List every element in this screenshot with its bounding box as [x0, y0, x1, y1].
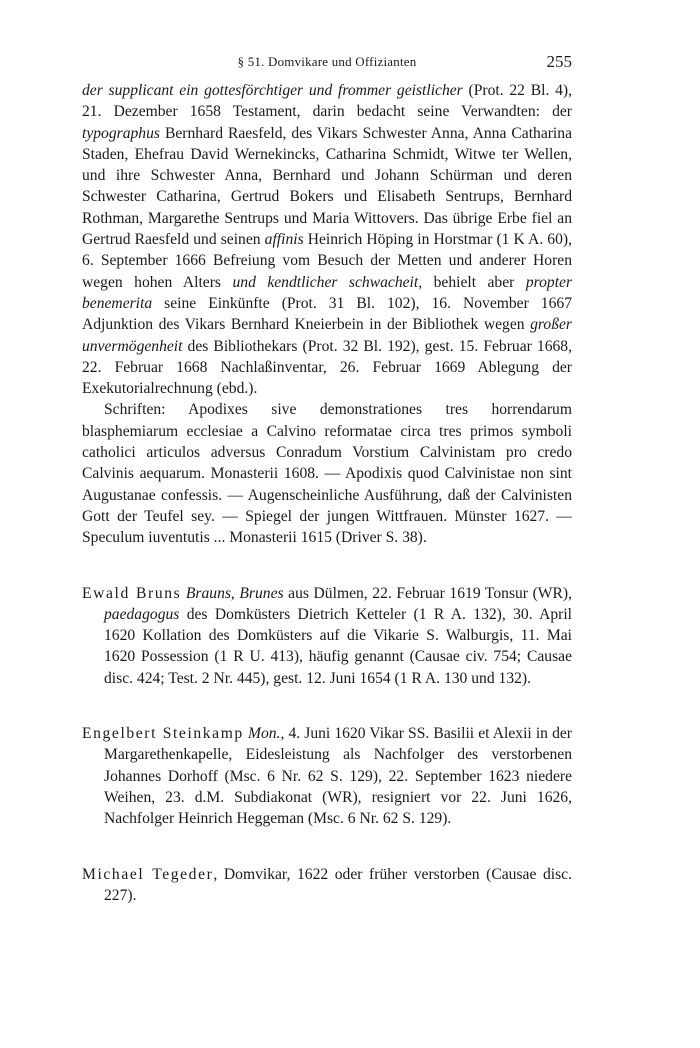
entry-michael-tegeder — [82, 864, 572, 907]
quoted-phrase: typographus — [82, 124, 160, 142]
text-run: , 4. Juni 1620 Vikar SS. Basilii et Alexii in der Margarethenkapelle, Eidesleistung als Nachfolger des verstorbenen Johannes Dorhoff (Msc. 6 Nr. 62 S. 129), 22. September 1623 niedere Weihen, 23. d.M. Subdiakonat (WR), resigniert vor 22. Juni 1626, Nachfolger Heinrich Heggeman (Msc. 6 Nr. 62 S. 129). — [104, 725, 572, 828]
text-run: seine Einkünfte (Prot. 31 Bl. 102), 16. November 1667 Adjunktion des Vikars Bernhard Kneierbein in der Bibliothek wegen — [82, 294, 572, 334]
entry-name: Engelbert Steinkamp — [82, 725, 244, 743]
quoted-phrase: affinis — [264, 231, 304, 249]
entry-engelbert-steinkamp — [82, 723, 572, 829]
text-run: des Bibliothekars (Prot. 32 Bl. 192), gest. 15. Februar 1668, 22. Februar 1668 Nachlaßinventar, 26. Februar 1669 Ablegung der Exekutorialrechnung (ebd.). — [82, 337, 572, 398]
text-run: aus Dülmen, 22. Februar 1619 Tonsur (WR), — [283, 584, 572, 602]
text-run: des Domküsters Dietrich Ketteler (1 R A. 132), 30. April 1620 Kollation des Domküsters auf die Vikarie S. Walburgis, 11. Mai 1620 Possession (1 R U. 413), häufig genannt (Causae civ. 754; Causae disc. 424; Test. 2 Nr. 445), gest. 12. Juni 1654 (1 R A. 130 und 132). — [104, 605, 572, 687]
writings-paragraph: Schriften: Apodixes sive demonstrationes tres horrendarum blasphemiarum ecclesiae a Calvino reformatae circa tres primos symboli catholici articulos adversus Conradum Vorstium Calvinistam pro credo Calvinis aequarum. Monasterii 1608. — Apodixis quod Calvinistae non sint Augustanae confessis. — Augenscheinliche Ausführung, daß der Calvinisten Gott der Teufel sey. — Spiegel der jungen Wittfrauen. Münster 1627. — Speculum iuventutis ... Monasterii 1615 (Driver S. 38). — [82, 401, 572, 547]
entry-ewald-bruns — [82, 583, 572, 689]
entry-name: Ewald Bruns — [82, 584, 182, 602]
alias-name: Mon. — [247, 725, 281, 743]
continuation-paragraph — [82, 80, 572, 399]
quoted-phrase: der supplicant ein gottesförchtiger und frommer geistlicher — [82, 82, 463, 99]
section-heading: § 51. Domvikare und Offizianten — [237, 54, 417, 69]
text-run: Bernhard Raesfeld, des Vikars Schwester Anna, Anna Catharina Staden, Ehefrau David Wernekincks, Catharina Schmidt, Witwe ter Wellen, und ihre Schwester Anna, Bernhard und Johann Schürman und deren Schwester Catharina, Gertrud Bokers und Elisabeth Sentrups, Bernhard Rothman, Margarethe Sentrups und Maria Wittovers. Das übrige Erbe fiel an Gertrud Raesfeld und seinen — [82, 124, 572, 249]
text-run: , Domvikar, 1622 oder früher verstorben (Causae disc. 227). — [104, 865, 572, 904]
quoted-phrase: und kendtlicher schwacheit — [232, 273, 419, 291]
running-header — [82, 52, 572, 74]
alias-name: Brauns, Brunes — [185, 584, 284, 602]
quoted-phrase: paedagogus — [104, 605, 180, 623]
body-text — [82, 80, 572, 906]
text-run: , behielt aber — [418, 273, 526, 291]
text-run: Heinrich Höping in Horstmar (1 K A. 60), 6. September 1666 Befreiung vom Besuch der Metten und anderer Horen wegen hohen Alters — [82, 231, 572, 291]
text-run: (Prot. 22 Bl. 4), 21. Dezember 1658 Testament, darin bedacht seine Verwandten: der — [82, 82, 572, 121]
page-number: 255 — [546, 52, 572, 71]
quoted-phrase: propter benemerita — [82, 273, 573, 312]
quoted-phrase: großer unvermögenheit — [82, 316, 572, 355]
entry-name: Michael Tegeder — [82, 865, 214, 883]
